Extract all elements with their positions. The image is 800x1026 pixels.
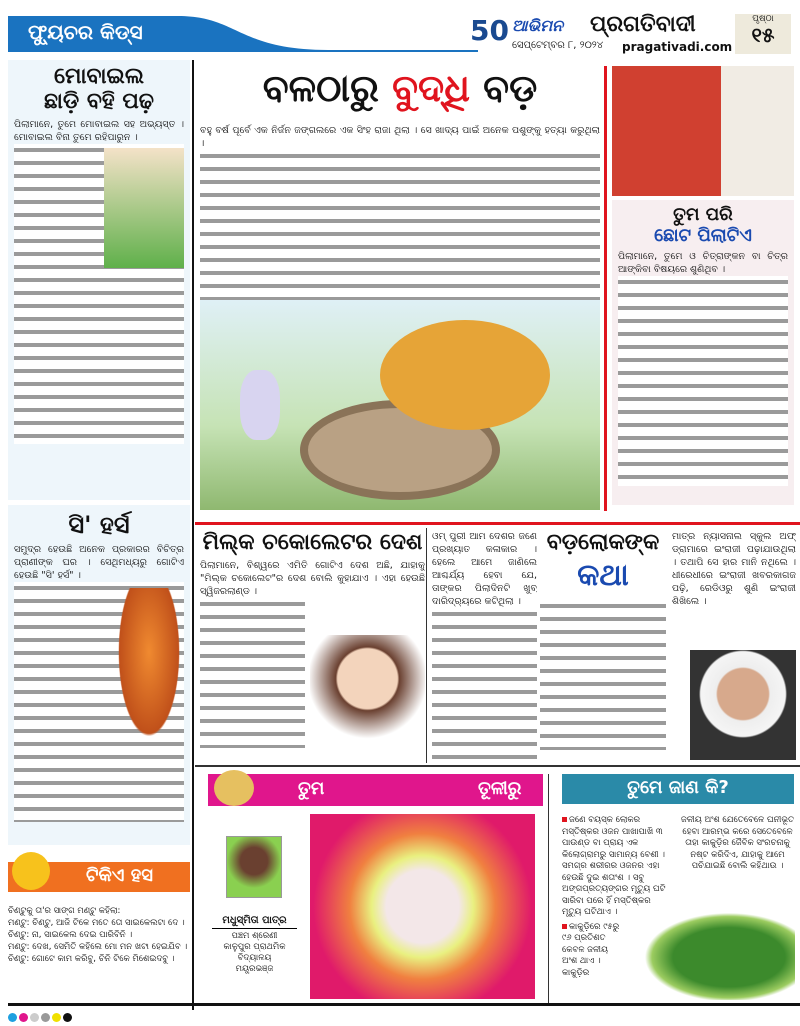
greats-mid-lines [540, 600, 666, 750]
red-rule [604, 66, 607, 511]
story-body [200, 124, 600, 300]
mobile-body: ପିଲାମାନେ, ତୁମେ ମୋବାଇଲ ସହ ଅଭ୍ୟସ୍ତ । ମୋବାଇଲ ବିନା ତୁମେ ରହିପାରୁନ । [14, 119, 184, 143]
site-url: pragativadi.com [622, 40, 733, 54]
fact-banner: ତୁମେ ଜାଣ କି? [562, 774, 794, 804]
column-divider [192, 60, 194, 1010]
section-title: ଫ୍ୟୁଚର କିଡ୍ସ [28, 20, 143, 44]
bullet-icon [562, 817, 567, 822]
page-number: ୧୫ [751, 23, 775, 47]
profile-title: ତୁମ ପରି [673, 204, 733, 225]
profile-article [612, 200, 794, 505]
ganesha-painting [310, 814, 535, 999]
divider [195, 765, 800, 767]
page-label: ପୃଷ୍ଠା [752, 14, 774, 24]
profile-photo [612, 66, 794, 196]
fact-1-text: ଜଣେ ବୟସ୍କ ଲୋକର ମସ୍ତିଷ୍କର ଓଜନ ପାଖାପାଖି ୩ ପାଉଣ୍ଡ ବା ପ୍ରାୟ ଏକ କିଲୋଗ୍ରାମରୁ ସାମାନ୍ୟ ବେଶୀ । ସମଗ୍ର ଶରୀରର ଓଜନର ଏହା ହେଉଛି ଦୁଇ ଶତାଂଶ । ସବୁ ଅଙ୍ଗପ୍ରତ୍ୟଙ୍ଗର ମୃତ୍ୟୁ ଘଟି ସାରିବା ପରେ ହିଁ ମସ୍ତିଷ୍କର ମୃତ୍ୟୁ ଘଟିଥାଏ । [562, 815, 666, 917]
profile-text-lines [618, 276, 788, 486]
story-title-a: ବଳଠାରୁ [262, 66, 379, 110]
joke-line: ଚିଣ୍ଟୁ: ଗୋଟେ କାମ କରିବୁ, ଚିନି ଟିକେ ମିଶେଇଦବୁ । [8, 954, 175, 964]
registration-marks [8, 1007, 74, 1026]
fact-2-text: କାକୁଡ଼ିରେ ୯୫ରୁ ୯୬ ପ୍ରତିଶତ କେବଳ ଜଳୀୟ ଅଂଶ ଥାଏ । କାକୁଡ଼ିର [562, 921, 620, 978]
mobile-article [8, 60, 190, 500]
art-title-a: ତୁମ [298, 778, 325, 799]
lion [380, 320, 550, 430]
section-banner [8, 16, 478, 52]
lion-well-illustration [200, 300, 600, 510]
story-text-lines [200, 150, 600, 300]
seahorse-title: ସି' ହର୍ସ [68, 511, 130, 539]
art-title-b: ତୂଳୀରୁ [478, 778, 522, 799]
profile-body: ପିଲାମାନେ, ତୁମେ ଓ ଚିତ୍ରାଙ୍କନ ବା ଚିତ୍ର ଆଙ୍କିବା ବିଷୟରେ ଶୁଣିଥିବ । [618, 251, 788, 275]
joke-banner [8, 862, 190, 892]
joke-line: ଚିଣ୍ଟୁ: ନା, ସାଇକେଲ ଦେଇ ପାରିବିନି । [8, 930, 133, 940]
story-title [200, 66, 600, 111]
seahorse-body: ସମୁଦ୍ର ହେଉଛି ଅନେକ ପ୍ରକାରର ବିଚିତ୍ର ପ୍ରାଣୀଙ୍କ ଘର । ସେଥିମଧ୍ୟରୁ ଗୋଟିଏ ହେଉଛି "ସି' ହର୍ସ" । [14, 544, 184, 581]
laughing-emoji-icon [12, 852, 50, 890]
palette-icon [214, 770, 254, 806]
om-puri-photo [690, 650, 796, 760]
profile-title-2: ଛୋଟ ପିଲାଟିଏ [654, 225, 752, 246]
greats-title-2: କଥା [577, 558, 629, 593]
issue-date: ସେପ୍ଟେମ୍ବର ୮, ୨୦୨୪ [512, 40, 604, 51]
rabbit [240, 370, 280, 440]
chocolate-title: ମିଲ୍କ ଚକୋଲେଟର ଦେଶ [202, 530, 423, 555]
chocolate-text-lines [200, 598, 305, 748]
joke-line: ମଣ୍ଟୁ: ଦେଖ, ସେମିତି କହିଲେ ମୋ ମନ ଖଟା ହେଇଯିବ । [8, 942, 188, 952]
footer-rule [8, 1003, 800, 1006]
girl-chocolate-image [310, 635, 425, 760]
chocolate-body: ପିଲାମାନେ, ବିଶ୍ୱରେ ଏମିତି ଗୋଟିଏ ଦେଶ ଅଛି, ଯାହାକୁ "ମିଲ୍କ ଚକୋଲେଟ"ର ଦେଶ ବୋଲି କୁହାଯାଏ । ଏହା ହେଉଛି ସ୍ୱିଜରଲାଣ୍ଡ । [200, 560, 425, 597]
greats-lead: ଓମ୍ ପୁରୀ ଆମ ଦେଶର ଜଣେ ପ୍ରଖ୍ୟାତ କଳାକାର । ହେଲେ ଆମେ ଜାଣିଲେ ଆଶ୍ଚର୍ଯ୍ୟ ହେବା ଯେ, ତାଙ୍କର ପିଲାଦିନଟି ଖୁବ୍ ଦାରିଦ୍ର୍ୟରେ କଟିଥିଲା । [432, 531, 537, 607]
fact-body-right: ଜଳୀୟ ଅଂଶ ଯେତେବେଳେ ଘନୀଭୂତ ହେବା ଆରମ୍ଭ କରେ ସେତେବେଳେ ତାହା କାକୁଡ଼ିର ଜୈବିକ ସଂରଚନାକୁ ନଷ୍ଟ କରିଦିଏ, ଯାହାକୁ ଆମେ ପଚିଯାଇଛି ବୋଲି କହିଥାଉ । [680, 815, 795, 871]
greats-text-lines [432, 608, 537, 760]
cucumber-image [630, 905, 795, 1000]
greats-body-left [432, 530, 537, 760]
mobile-title: ମୋବାଇଲ [54, 64, 144, 89]
artist-name: ମଧୁସ୍ମିତା ପାତ୍ର [212, 915, 297, 929]
bullet-icon [562, 924, 567, 929]
girl-reading-image [104, 148, 184, 268]
page-number-box [735, 14, 791, 54]
fact-2 [562, 922, 622, 980]
joke-title: ଟିକିଏ ହସ [86, 865, 153, 886]
art-banner [208, 774, 543, 806]
joke-line: ଚିଣ୍ଟୁକୁ ତା'ର ସାଙ୍ଗ ମଣ୍ଟୁ କହିଲା: [8, 906, 121, 916]
anniversary-logo: 50 [470, 14, 509, 47]
story-title-b: ବୁଦ୍ଧି [392, 66, 470, 110]
brand-prefix: ଆଭିମନ [512, 16, 564, 35]
column-divider [426, 528, 427, 763]
column-divider [548, 774, 549, 1004]
red-divider [195, 522, 800, 525]
brand-name: ପ୍ରଗତିବାଦୀ [590, 12, 696, 37]
story-title-c: ବଡ଼ [483, 66, 538, 110]
artist-photo [226, 836, 282, 898]
chocolate-article [200, 530, 425, 765]
joke-line: ମଣ୍ଟୁ: ଚିଣ୍ଟୁ, ଆଜି ଟିକେ ମତେ ତୋ ସାଇକେଲଟା ଦେ । [8, 918, 185, 928]
artist-class: ପଞ୍ଚମ ଶ୍ରେଣୀ [231, 931, 278, 941]
artist-info [212, 915, 297, 975]
greats-body-right: ମାତ୍ର ନ୍ୟାସନାଲ ସ୍କୁଲ ଅଫ୍ ଡ୍ରାମାରେ ଇଂରାଜୀ ପଢ଼ାଯାଉଥିଲା । ତଥାପି ସେ ହାର ମାନି ନଥିଲେ । ଧୀରେଧୀରେ ଇଂରାଜୀ ଖବରକାଗଜ ପଢ଼ି, ରେଡିଓରୁ ଶୁଣି ଇଂରାଜୀ ଶିଖିଲେ । [672, 531, 796, 607]
mobile-title-2: ଛାଡ଼ି ବହି ପଢ଼ [43, 89, 155, 114]
story-lead: ବହୁ ବର୍ଷ ପୂର୍ବେ ଏକ ନିର୍ଜନ ଜଙ୍ଗଲରେ ଏକ ସିଂହ ରାଜା ଥିଲା । ସେ ଖାଦ୍ୟ ପାଇଁ ଅନେକ ପଶୁଙ୍କୁ ହତ୍ୟା କରୁଥିଲା । [200, 125, 600, 149]
seahorse-image [114, 588, 184, 748]
seahorse-article [8, 505, 190, 845]
artist-school: କାଳୁପୁର ପ୍ରାଥମିକ ବିଦ୍ୟାଳୟ [223, 942, 286, 963]
greats-title: ବଡ଼ଲୋକଙ୍କ [546, 530, 660, 555]
joke-body [8, 905, 190, 965]
fact-1 [562, 815, 672, 919]
artist-district: ମୟୂରଭଞ୍ଜ [235, 964, 274, 974]
